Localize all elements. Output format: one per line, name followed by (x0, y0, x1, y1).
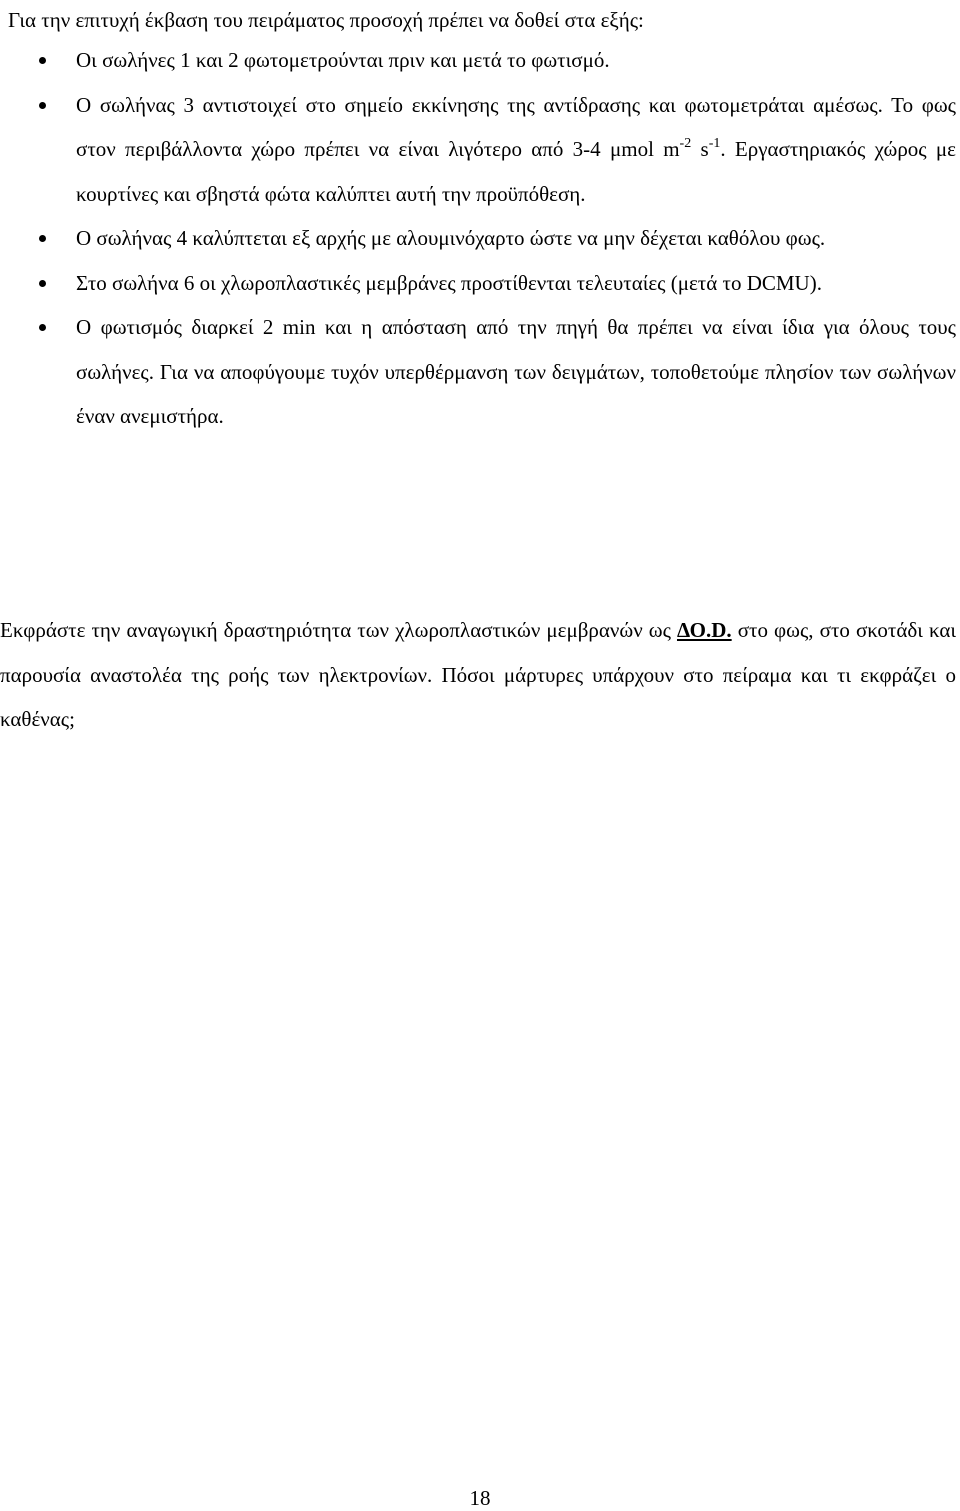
exponent: -2 (679, 136, 692, 151)
bullet-icon (39, 57, 46, 64)
exponent: -1 (708, 136, 721, 151)
question-text: στο φως, στο σκοτάδι και παρουσία αναστολέα της ροής των ηλεκτρονίων. Πόσοι μάρτυρες υπάρχουν στο πείραμα και τι εκφράζει ο καθένας; (0, 618, 956, 731)
precautions-list (0, 38, 960, 439)
list-item (0, 261, 960, 306)
list-item-text: Ο σωλήνας 3 αντιστοιχεί στο σημείο εκκίνησης της αντίδρασης και φωτομετράται αμέσως. Το φως στον περιβάλλοντα χώρο πρέπει να είναι λιγότερο από 3-4 μmol m (76, 92, 956, 161)
list-item (0, 305, 960, 439)
delta-od-term: ΔΟ.D. (676, 618, 732, 642)
list-item-text: Ο σωλήνας 4 καλύπτεται εξ αρχής με αλουμινόχαρτο ώστε να μην δέχεται καθόλου φως. (76, 226, 826, 250)
list-item-text: . Εργαστηριακός χώρος με κουρτίνες και σβηστά φώτα καλύπτει αυτή την προϋπόθεση. (76, 137, 956, 206)
bullet-icon (39, 280, 46, 287)
list-item (0, 216, 960, 261)
list-item (0, 83, 960, 217)
bullet-icon (39, 102, 46, 109)
bullet-icon (39, 324, 46, 331)
intro-sentence: Για την επιτυχή έκβαση του πειράματος προσοχή πρέπει να δοθεί στα εξής: (8, 8, 644, 32)
list-item-text: Οι σωλήνες 1 και 2 φωτομετρούνται πριν και μετά το φωτισμό. (76, 48, 610, 72)
list-item (0, 38, 960, 83)
page-number: 18 (469, 1486, 491, 1510)
question-text: Εκφράστε την αναγωγική δραστηριότητα των χλωροπλαστικών μεμβρανών ως (0, 618, 677, 642)
list-item-text: Στο σωλήνα 6 οι χλωροπλαστικές μεμβράνες προστίθενται τελευταίες (μετά το DCMU). (76, 270, 822, 295)
bullet-icon (39, 235, 46, 242)
question-paragraph (0, 608, 956, 742)
list-item-text: s (691, 137, 709, 161)
list-item-text: Ο φωτισμός διαρκεί 2 min και η απόσταση από την πηγή θα πρέπει να είναι ίδια για όλους τους σωλήνες. Για να αποφύγουμε τυχόν υπερθέρμανση των δειγμάτων, τοποθετούμε πλησίον των σωλήνων έναν ανεμιστήρα. (76, 315, 956, 428)
